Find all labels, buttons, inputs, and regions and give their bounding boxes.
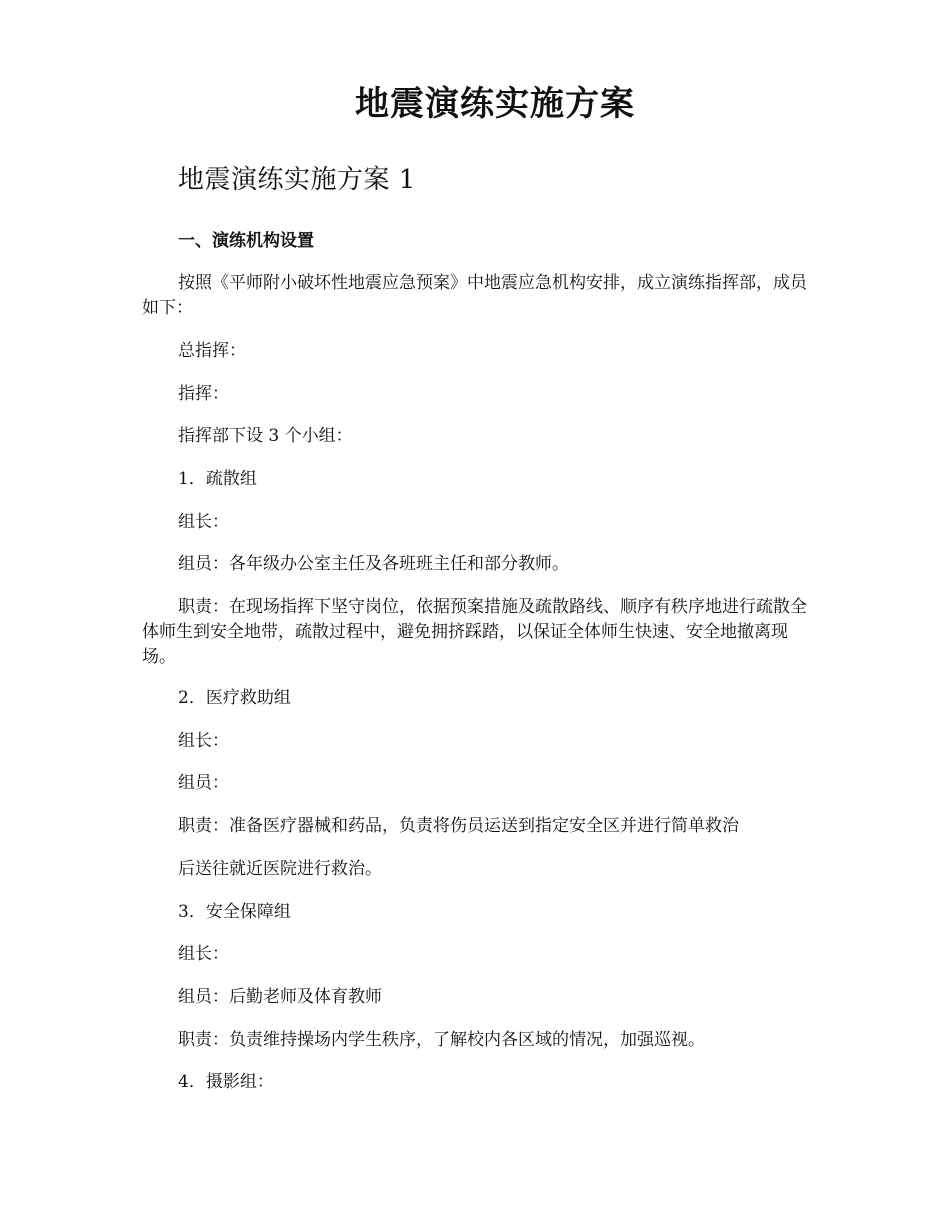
paragraph-evacuation-group: 1．疏散组 [178,469,257,489]
paragraph-safety-group: 3．安全保障组 [178,902,291,922]
paragraph-medical-members: 组员： [178,773,229,793]
paragraph-evacuation-members: 组员：各年级办公室主任及各班班主任和部分教师。 [178,554,569,574]
paragraph-safety-duties: 职责：负责维持操场内学生秩序，了解校内各区域的情况，加强巡视。 [178,1030,705,1050]
paragraph-medical-duties-continued: 后送往就近医院进行救治。 [178,859,382,879]
paragraph-photography-group: 4．摄影组： [178,1072,274,1092]
paragraph-commander: 指挥： [178,384,229,404]
section-title: 地震演练实施方案 1 [178,165,416,195]
paragraph-medical-leader: 组长： [178,731,229,751]
paragraph-evacuation-leader: 组长： [178,512,229,532]
paragraph-medical-group: 2．医疗救助组 [178,688,291,708]
paragraph-evacuation-duties: 职责：在现场指挥下坚守岗位，依据预案措施及疏散路线、顺序有秩序地进行疏散全体师生到安全地带，疏散过程中，避免拥挤踩踏，以保证全体师生快速、安全地撤离现场。 [142,597,807,667]
paragraph-medical-duties: 职责：准备医疗器械和药品，负责将伤员运送到指定安全区并进行简单救治 [178,816,739,836]
document-title: 地震演练实施方案 [355,84,635,124]
paragraph-groups-intro: 指挥部下设 3 个小组： [178,426,353,446]
paragraph-safety-leader: 组长： [178,944,229,964]
paragraph-safety-members: 组员：后勤老师及体育教师 [178,987,382,1007]
paragraph-chief-commander: 总指挥： [178,341,246,361]
heading-organization: 一、演练机构设置 [178,231,314,251]
paragraph-intro: 按照《平师附小破坏性地震应急预案》中地震应急机构安排，成立演练指挥部，成员如下： [142,273,807,318]
